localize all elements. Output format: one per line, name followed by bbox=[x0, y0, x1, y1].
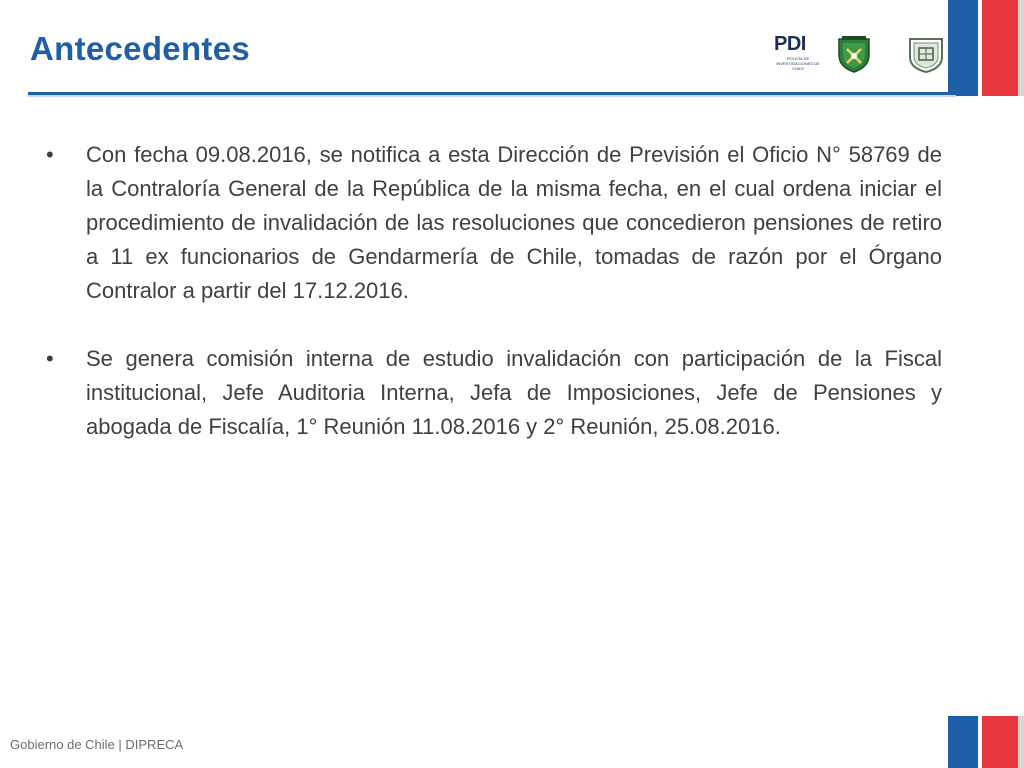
flag-blue-stripe bbox=[948, 716, 978, 768]
pdi-logo bbox=[774, 34, 822, 74]
pdi-logo-text: PDI bbox=[774, 33, 806, 55]
bullet-item-2 bbox=[46, 342, 942, 444]
footer-text: Gobierno de Chile | DIPRECA bbox=[10, 737, 184, 752]
bullet-marker: • bbox=[46, 142, 54, 167]
title-underline-shadow bbox=[28, 95, 956, 97]
flag-stripes-top bbox=[948, 0, 1018, 96]
bullet-text-2: Se genera comisión interna de estudio invalidación con participación de la Fiscal institucional, Jefe Auditoria Interna, Jefa de Imposiciones, Jefe de Pensiones y abogada de Fiscalía, 1° Reunión 11.08.2016 y 2° Reunión, 25.08.2016. bbox=[86, 346, 942, 439]
flag-blue-stripe bbox=[948, 0, 978, 96]
gendarmeria-shield-icon bbox=[906, 35, 946, 73]
flag-shadow bbox=[1018, 0, 1024, 96]
carabineros-shield-icon bbox=[836, 35, 872, 73]
pdi-logo-subtitle: POLICÍA DE INVESTIGACIONES DE CHILE bbox=[776, 56, 820, 71]
flag-stripes-bottom bbox=[948, 716, 1018, 768]
flag-red-stripe bbox=[982, 0, 1018, 96]
bullet-text-1: Con fecha 09.08.2016, se notifica a esta Dirección de Previsión el Oficio N° 58769 de la Contraloría General de la República de la misma fecha, en el cual ordena iniciar el procedimiento de invalidación de las resoluciones que concedieron pensiones de retiro a 11 ex funcionarios de Gendarmería de Chile, tomadas de razón por el Órgano Contralor a partir del 17.12.2016. bbox=[86, 142, 942, 303]
bullet-marker: • bbox=[46, 346, 54, 371]
flag-red-stripe bbox=[982, 716, 1018, 768]
bullet-item-1 bbox=[46, 138, 942, 308]
slide-title: Antecedentes bbox=[30, 30, 251, 67]
flag-shadow bbox=[1018, 716, 1024, 768]
institution-logos bbox=[774, 34, 946, 74]
slide-body bbox=[46, 138, 942, 478]
